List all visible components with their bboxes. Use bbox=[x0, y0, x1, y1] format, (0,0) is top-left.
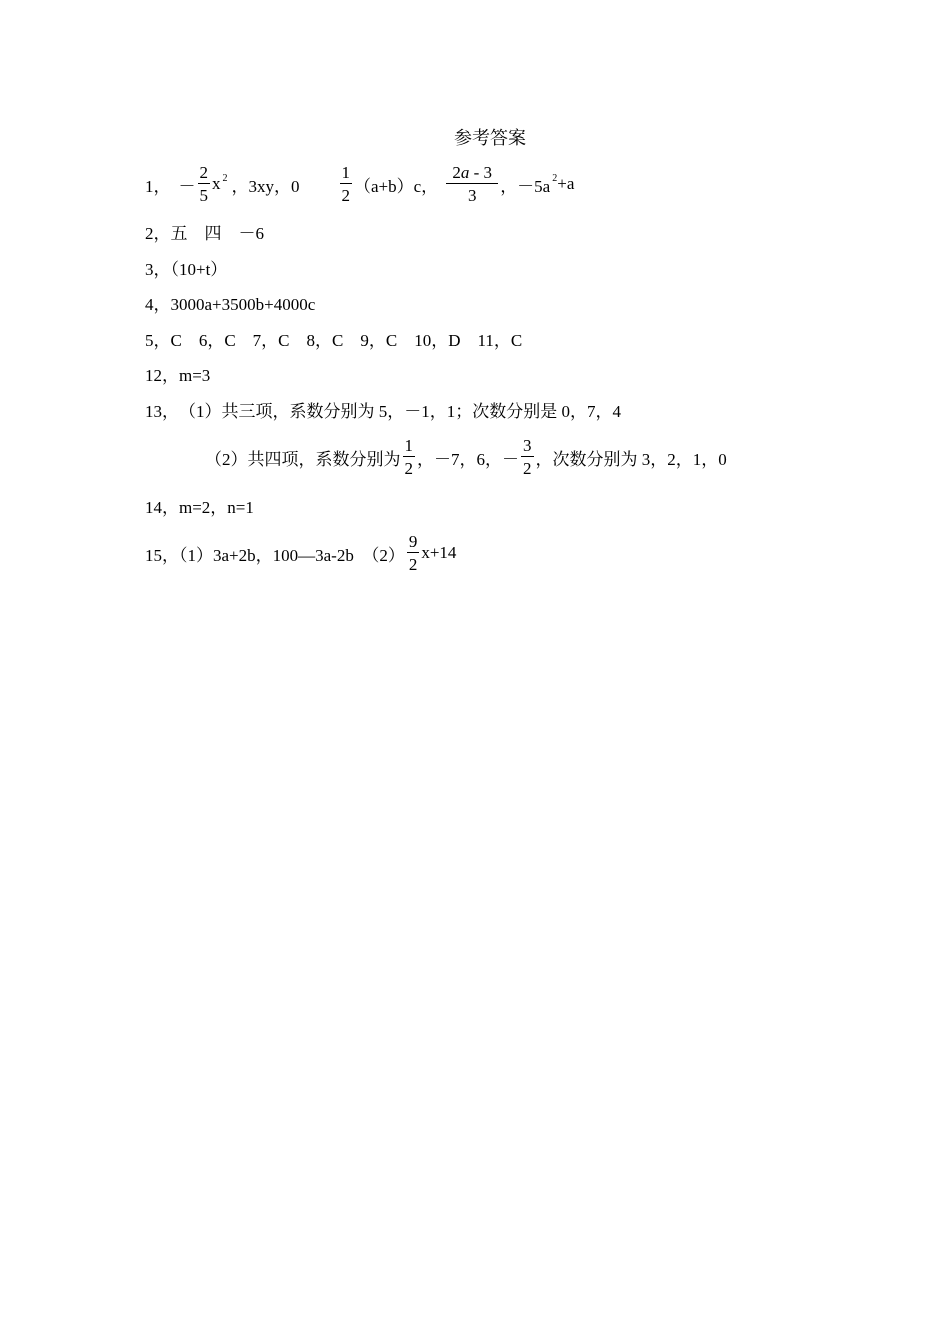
fraction-2a-minus-3-over-3 bbox=[446, 164, 498, 204]
answer-12: 12，m=3 bbox=[145, 365, 211, 385]
num-coefficient: 2 bbox=[452, 163, 461, 182]
fraction-denominator: 2 bbox=[403, 456, 416, 477]
page-title: 参考答案 bbox=[454, 128, 526, 148]
fraction-numerator: 9 bbox=[408, 532, 418, 551]
answer-13-part-2 bbox=[205, 436, 727, 478]
fraction-denominator: 2 bbox=[407, 552, 420, 573]
num-constant: - 3 bbox=[469, 163, 493, 182]
fraction-numerator: 3 bbox=[523, 436, 532, 455]
fraction-denominator: 2 bbox=[521, 456, 534, 477]
answer-1 bbox=[145, 163, 575, 205]
term-x: x bbox=[212, 174, 221, 193]
exponent: 2 bbox=[222, 172, 228, 184]
fraction-denominator: 3 bbox=[446, 183, 498, 204]
fraction-1-2 bbox=[403, 437, 416, 477]
part-2-middle: ，－7，6，－ bbox=[417, 449, 519, 469]
fraction-numerator: 1 bbox=[404, 436, 413, 455]
answer-1-number: 1， bbox=[145, 176, 171, 196]
answer-3: 3，（10+t） bbox=[145, 259, 228, 279]
answer-4: 4，3000a+3500b+4000c bbox=[145, 294, 316, 314]
term-plus-a: +a bbox=[557, 174, 575, 193]
term-minus-5a: ，－5a bbox=[500, 176, 551, 196]
answer-2: 2，五 四 －6 bbox=[145, 223, 264, 243]
fraction-numerator: 2 bbox=[199, 163, 208, 182]
fraction-numerator bbox=[448, 164, 496, 183]
fraction-1-2 bbox=[340, 164, 353, 204]
answer-15-text: 15，（1）3a+2b，100—3a-2b （2） bbox=[145, 545, 405, 565]
answer-15 bbox=[145, 532, 457, 574]
term-3xy-0: ，3xy，0 bbox=[231, 176, 300, 196]
num-variable: a bbox=[460, 163, 470, 182]
fraction-9-2 bbox=[407, 533, 420, 573]
answer-5-11: 5，C 6，C 7，C 8，C 9，C 10，D 11，C bbox=[145, 330, 523, 350]
fraction-denominator: 5 bbox=[198, 183, 211, 204]
term-ab-c: （a+b）c， bbox=[354, 176, 439, 196]
exponent: 2 bbox=[552, 172, 558, 184]
fraction-2-5 bbox=[198, 164, 211, 204]
fraction-numerator: 1 bbox=[341, 163, 350, 182]
answer-15-tail: x+14 bbox=[421, 543, 457, 562]
fraction-3-2 bbox=[521, 437, 534, 477]
minus-sign: － bbox=[178, 176, 196, 196]
answer-13-part-1: 13， （1）共三项，系数分别为 5，－1，1；次数分别是 0，7，4 bbox=[145, 401, 621, 421]
part-2-intro: （2）共四项，系数分别为 bbox=[205, 449, 401, 469]
part-2-degrees: ，次数分别为 3，2，1，0 bbox=[535, 449, 727, 469]
fraction-denominator: 2 bbox=[340, 183, 353, 204]
answer-14: 14，m=2，n=1 bbox=[145, 497, 254, 517]
